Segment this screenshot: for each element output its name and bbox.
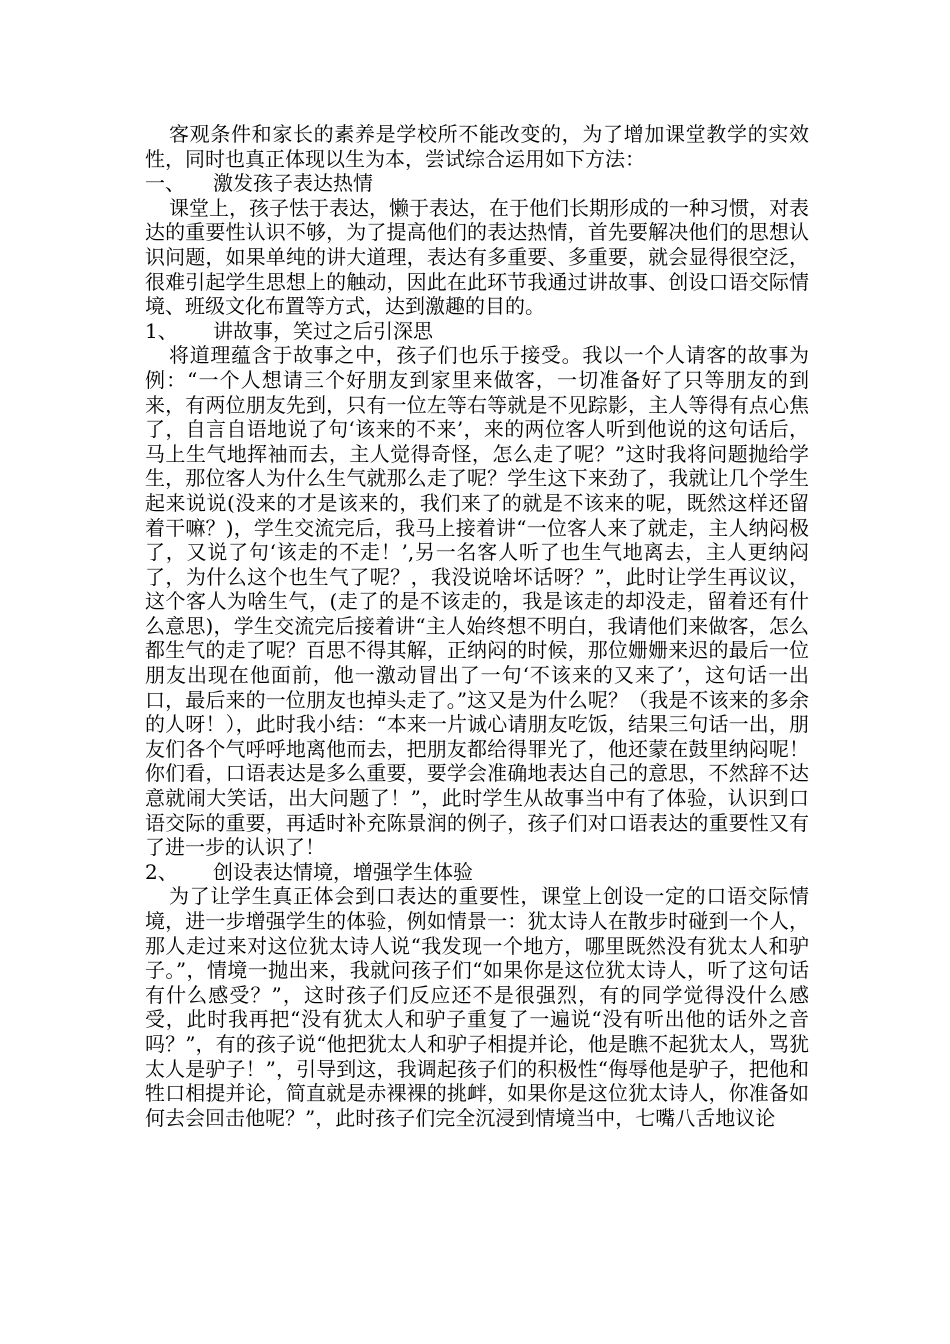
body-paragraph: 课堂上，孩子怯于表达，懒于表达，在于他们长期形成的一种习惯，对表达的重要性认识不够，为了提高他们的表达热情，首先要解决他们的思想认识问题，如果单纯的讲大道理，表达有多重要、多重要，就会显得很空泛，很难引起学生思想上的触动，因此在此环节我通过讲故事、创设口语交际情境、班级文化布置等方式，达到激趣的目的。 (145, 195, 809, 319)
intro-paragraph: 客观条件和家长的素养是学校所不能改变的，为了增加课堂教学的实效性，同时也真正体现以生为本，尝试综合运用如下方法： (145, 122, 809, 171)
story-paragraph: 将道理蕴含于故事之中，孩子们也乐于接受。我以一个人请客的故事为例：“一个人想请三个好朋友到家里来做客，一切准备好了只等朋友的到来，有两位朋友先到，只有一位左等右等就是不见踪影，主人等得有点心焦了，自言自语地说了句‘该来的不来’，来的两位客人听到他说的这句话后，马上生气地挥袖而去，主人觉得奇怪，怎么走了呢？”这时我将问题抛给学生，那位客人为什么生气就那么走了呢？学生这下来劲了，我就让几个学生起来说说(没来的才是该来的，我们来了的就是不该来的呢，既然这样还留着干嘛？)，学生交流完后，我马上接着讲“一位客人来了就走，主人纳闷极了，又说了句‘该走的不走！’,另一名客人听了也生气地离去，主人更纳闷了，为什么这个也生气了呢？，我没说啥坏话呀？”，此时让学生再议议，这个客人为啥生气，(走了的是不该走的，我是该走的却没走，留着还有什么意思)，学生交流完后接着讲“主人始终想不明白，我请他们来做客，怎么都生气的走了呢？百思不得其解，正纳闷的时候，那位姗姗来迟的最后一位朋友出现在他面前，他一激动冒出了一句‘不该来的又来了’，这句话一出口，最后来的一位朋友也掉头走了。”这又是为什么呢？（我是不该来的多余的人呀！），此时我小结：“本来一片诚心请朋友吃饭，结果三句话一出，朋友们各个气呼呼地离他而去，把朋友都给得罪光了，他还蒙在鼓里纳闷呢！你们看，口语表达是多么重要，要学会准确地表达自己的意思，不然辞不达意就闹大笑话，出大问题了！”，此时学生从故事当中有了体验，认识到口语交际的重要，再适时补充陈景润的例子，孩子们对口语表达的重要性又有了进一步的认识了！ (145, 343, 809, 860)
subsection-heading-1 (145, 319, 809, 344)
section-heading-1 (145, 171, 809, 196)
subsection-heading-2 (145, 860, 809, 885)
subsection-number: 2、 (145, 859, 178, 884)
document-body (145, 122, 809, 1130)
section-number: 一、 (145, 171, 185, 196)
subsection-number: 1、 (145, 318, 178, 343)
subsection-title: 讲故事，笑过之后引深思 (213, 318, 433, 343)
scenario-paragraph: 为了让学生真正体会到口表达的重要性，课堂上创设一定的口语交际情境，进一步增强学生的体验，例如情景一：犹太诗人在散步时碰到一个人，那人走过来对这位犹太诗人说“我发现一个地方，哪里既然没有犹太人和驴子。”，情境一抛出来，我就问孩子们“如果你是这位犹太诗人，听了这句话有什么感受？”，这时孩子们反应还不是很强烈，有的同学觉得没什么感受，此时我再把“没有犹太人和驴子重复了一遍说“没有听出他的话外之音吗？”，有的孩子说“他把犹太人和驴子相提并论，他是瞧不起犹太人，骂犹太人是驴子！”，引导到这，我调起孩子们的积极性“侮辱他是驴子，把他和牲口相提并论，简直就是赤裸裸的挑衅，如果你是这位犹太诗人，你准备如何去会回击他呢？”，此时孩子们完全沉浸到情境当中，七嘴八舌地议论 (145, 884, 809, 1130)
subsection-title: 创设表达情境，增强学生体验 (213, 859, 473, 884)
section-title: 激发孩子表达热情 (213, 171, 373, 196)
